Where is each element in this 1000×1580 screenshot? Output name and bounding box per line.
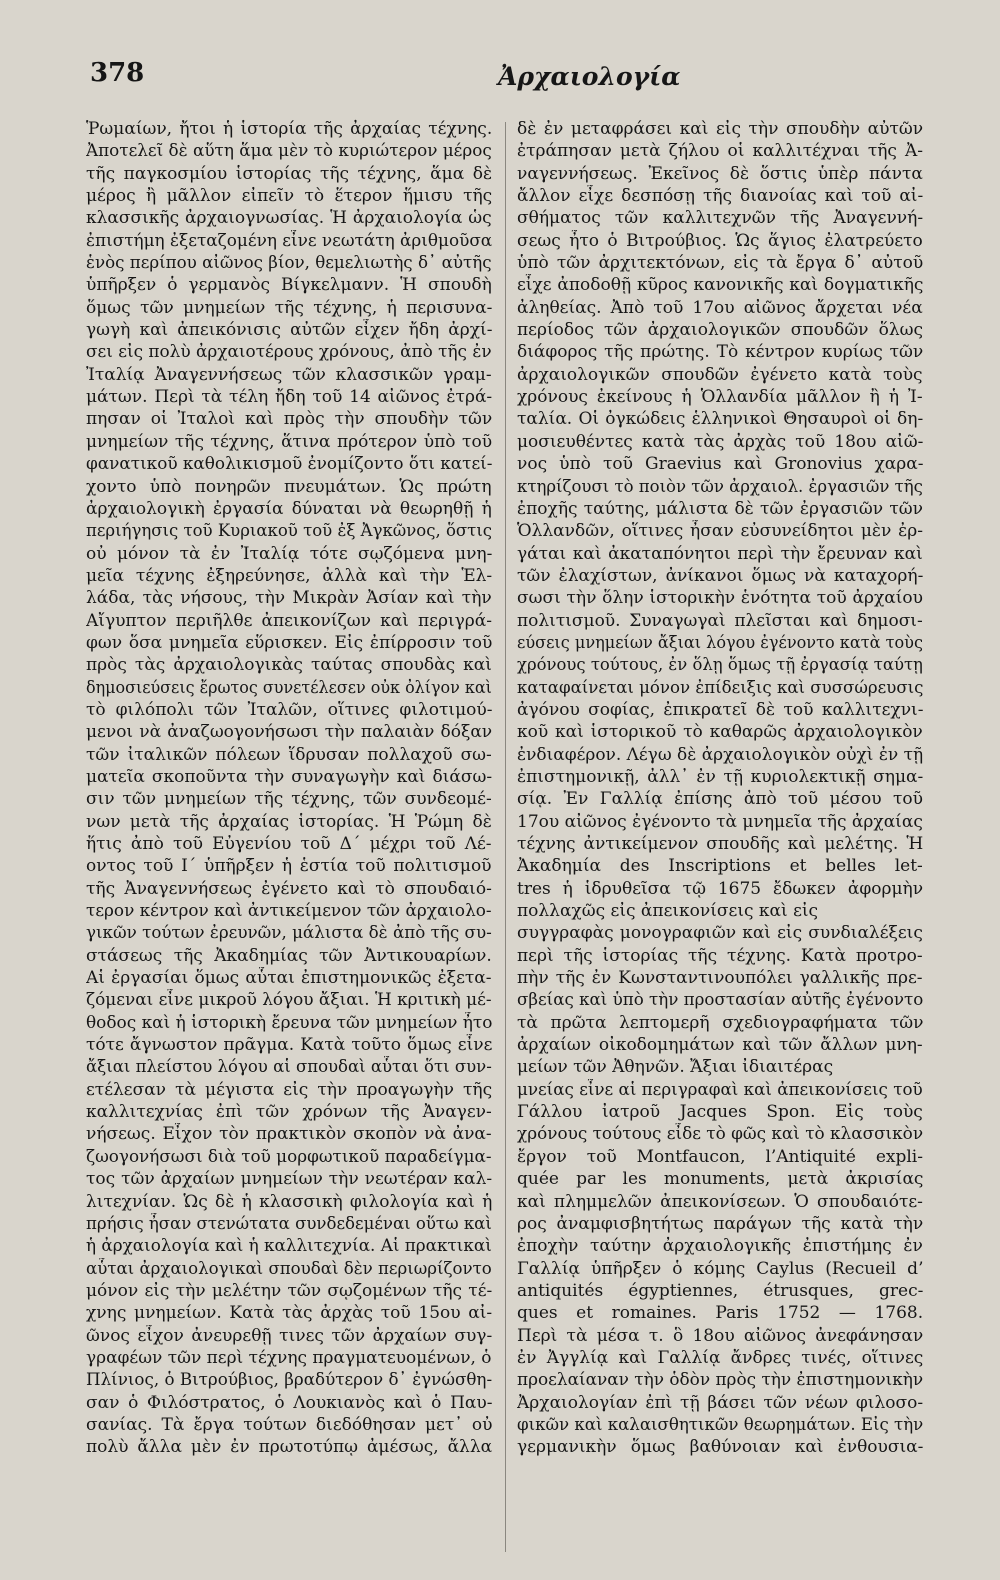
text-line: ετέλεσαν τὰ μέγιστα εἰς τὴν προαγωγὴν τῆς bbox=[86, 1079, 492, 1100]
text-line: μάτων. Περὶ τὰ τέλη ἤδη τοῦ 14 αἰῶνος ἐτρά- bbox=[86, 387, 492, 408]
text-line: χρόνους τούτους εἶδε τὸ φῶς καὶ τὸ κλασσικὸν bbox=[517, 1124, 923, 1145]
text-line: Γάλλου ἰατροῦ Jacques Spon. Εἰς τοὺς bbox=[517, 1102, 923, 1123]
text-line: Ῥωμαίων, ἤτοι ἡ ἱστορία τῆς ἀρχαίας τέχνης. bbox=[86, 119, 492, 139]
text-line: γερμανικὴν ὅμως βαθύνοιαν καὶ ἐνθουσια- bbox=[517, 1437, 923, 1458]
text-line: ταλία. Οἱ ὀγκώδεις ἑλληνικοὶ Θησαυροὶ οἱ δη- bbox=[517, 409, 923, 430]
text-line: μέρος ἢ μᾶλλον εἰπεῖν τὸ ἕτερον ἥμισυ τῆς bbox=[86, 186, 492, 207]
text-line: ἄξιαι πλείστου λόγου αἱ σπουδαὶ αὗται ὅτι συν- bbox=[86, 1057, 492, 1078]
text-line: λάδα, τὰς νήσους, τὴν Μικρὰν Ἀσίαν καὶ τὴν bbox=[86, 588, 492, 609]
text-line: καὶ πλημμελῶν ἀπεικονίσεων. Ὁ σπουδαιότε- bbox=[517, 1191, 923, 1212]
text-line: πολλαχῶς εἰς ἀπεικονίσεις καὶ εἰς bbox=[517, 901, 819, 922]
text-line: σιν τῶν μνημείων τῆς τέχνης, τῶν συνδεομέ- bbox=[86, 789, 492, 810]
text-line: ἡ ἀρχαιολογία καὶ ἡ καλλιτεχνία. Αἱ πρακτικαὶ bbox=[86, 1236, 492, 1257]
text-line: γάται καὶ ἀκαταπόνητοι περὶ τὴν ἔρευναν καὶ bbox=[517, 543, 923, 564]
text-line: ἐτράπησαν μετὰ ζήλου οἱ καλλιτέχναι τῆς Ἀ- bbox=[517, 141, 923, 162]
text-line: εἶχε ἀποδοθῇ κῦρος κανονικῆς καὶ δογματικῆς bbox=[517, 275, 923, 296]
text-line: διάφορος τῆς πρώτης. Τὸ κέντρον κυρίως τῶν bbox=[517, 342, 923, 363]
text-line: ἀρχαιολογικὴ ἐργασία δύναται νὰ θεωρηθῇ ἡ bbox=[86, 498, 492, 519]
text-line: τότε ἄγνωστον πρᾶγμα. Κατὰ τοῦτο ὅμως εἶνε bbox=[86, 1035, 492, 1056]
text-line: νος ὑπὸ τοῦ Graevius καὶ Gronovius χαρα- bbox=[517, 454, 923, 475]
text-line: τῶν ἐλαχίστων, ἀνίκανοι ὅμως νὰ καταχορή- bbox=[517, 565, 923, 586]
text-line: antiquités égyptiennes, étrusques, grec- bbox=[517, 1280, 923, 1301]
text-line: τὰ πρῶτα λεπτομερῆ σχεδιογραφήματα τῶν bbox=[517, 1012, 923, 1033]
text-line: Ἀποτελεῖ δὲ αὕτη ἅμα μὲν τὸ κυριώτερον μέρος bbox=[86, 141, 492, 162]
text-line: Πλίνιος, ὁ Βιτρούβιος, βραδύτερον δ᾽ ἐγνώσθη- bbox=[86, 1370, 492, 1391]
text-line: καταφαίνεται μόνον ἐπίδειξις καὶ συσσώρευσις bbox=[517, 677, 923, 698]
text-line: μενοι νὰ ἀναζωογονήσωσι τὴν παλαιὰν δόξαν bbox=[86, 722, 492, 743]
text-line: μεῖα τέχνης ἐξηρεύνησε, ἀλλὰ καὶ τὴν Ἑλ- bbox=[86, 565, 492, 586]
text-line: 17ου αἰῶνος ἐγένοντο τὰ μνημεῖα τῆς ἀρχαίας bbox=[517, 811, 923, 832]
text-line: νήσεως. Εἶχον τὸν πρακτικὸν σκοπὸν νὰ ἀνα- bbox=[86, 1124, 492, 1145]
text-line: μόνον εἰς τὴν μελέτην τῶν σῳζομένων τῆς τέ- bbox=[86, 1280, 492, 1301]
text-line: ἥτις ἀπὸ τοῦ Εὐγενίου τοῦ Δ´ μέχρι τοῦ Λέ- bbox=[86, 834, 492, 854]
text-line: μνημείων τῆς τέχνης, ἅτινα πρότερον ὑπὸ τοῦ bbox=[86, 431, 492, 452]
text-line: περιήγησις τοῦ Κυριακοῦ τοῦ ἐξ Ἀγκῶνος, ὅστις bbox=[86, 521, 492, 542]
text-line: εύσεις μνημείων ἄξιαι λόγου ἐγένοντο κατὰ τοὺς bbox=[517, 632, 923, 653]
text-line: τὸ φιλόπολι τῶν Ἰταλῶν, οἵτινες φιλοτιμού- bbox=[86, 699, 492, 720]
text-line: Ὁλλανδῶν, οἵτινες ἦσαν εὐσυνείδητοι μὲν ἐρ- bbox=[517, 521, 923, 542]
text-line: quée par les monuments, μετὰ ἀκρισίας bbox=[517, 1169, 923, 1190]
text-line: συγγραφὰς μονογραφιῶν καὶ εἰς συνδιαλέξεις bbox=[517, 923, 923, 944]
text-line: Αἴγυπτον περιῆλθε ἀπεικονίζων καὶ περιγρά- bbox=[86, 610, 492, 631]
text-line: προελαίαναν τὴν ὁδὸν πρὸς τὴν ἐπιστημονικὴν bbox=[517, 1370, 923, 1391]
text-line: μνείας εἶνε αἱ περιγραφαὶ καὶ ἀπεικονίσεις τοῦ bbox=[517, 1079, 923, 1100]
text-line: σθήματος τῶν καλλιτεχνῶν τῆς Ἀναγεννή- bbox=[517, 208, 923, 229]
text-line: tres ἡ ἱδρυθεῖσα τῷ 1675 ἔδωκεν ἀφορμὴν bbox=[517, 878, 923, 899]
text-line: γικῶν τούτων ἐρευνῶν, μάλιστα δὲ ἀπὸ τῆς συ- bbox=[86, 923, 492, 944]
text-line: ἐπιστήμη ἐξεταζομένη εἶνε νεωτάτη ἀριθμοῦσα bbox=[86, 230, 492, 251]
text-line: λιτεχνίαν. Ὡς δὲ ἡ κλασσικὴ φιλολογία καὶ ἡ bbox=[86, 1191, 492, 1212]
column-divider bbox=[505, 122, 506, 1552]
text-line: χρόνους ἐκείνους ἡ Ὁλλανδία μᾶλλον ἢ ἡ Ἰ- bbox=[517, 387, 923, 408]
running-title: Ἀρχαιολογία bbox=[498, 62, 681, 91]
left-column bbox=[86, 118, 492, 1459]
text-line: ἀρχαίων οἰκοδομημάτων καὶ τῶν ἄλλων μνη- bbox=[517, 1035, 923, 1056]
text-line: περὶ τῆς ἱστορίας τῆς τέχνης. Κατὰ προτρο- bbox=[517, 945, 923, 966]
text-line: σει εἰς πολὺ ἀρχαιοτέρους χρόνους, ἀπὸ τῆς ἐν bbox=[86, 342, 492, 363]
text-line: κλασσικῆς ἀρχαιογνωσίας. Ἡ ἀρχαιολογία ὡς bbox=[86, 208, 492, 229]
text-line: ἄλλον εἶχε δεσπόσῃ τῆς διανοίας καὶ τοῦ αἰ- bbox=[517, 186, 923, 207]
text-line: ἐν Ἀγγλίᾳ καὶ Γαλλίᾳ ἄνδρες τινές, οἵτινες bbox=[517, 1347, 923, 1368]
text-line: σαν ὁ Φιλόστρατος, ὁ Λουκιανὸς καὶ ὁ Παυ- bbox=[86, 1392, 492, 1413]
text-line: ἐποχῆς ταύτης, μάλιστα δὲ τῶν ἐργασιῶν τῶν bbox=[517, 498, 923, 519]
text-line: Ἀκαδημία des Inscriptions et belles let- bbox=[517, 856, 923, 877]
text-line: ἀρχαιολογικῶν σπουδῶν ἐγένετο κατὰ τοὺς bbox=[517, 364, 923, 385]
text-line: Αἱ ἐργασίαι ὅμως αὗται ἐπιστημονικῶς ἐξετα- bbox=[86, 968, 492, 989]
text-line: ὅμως τῶν μνημείων τῆς τέχνης, ἡ περισυνα- bbox=[86, 297, 492, 318]
text-line: τέχνης ἀντικείμενον σπουδῆς καὶ μελέτης. Ἡ bbox=[517, 834, 923, 854]
text-line: Ἀρχαιολογίαν ἐπὶ τῇ βάσει τῶν νέων φιλοσο- bbox=[517, 1392, 923, 1413]
text-line: χνης μνημείων. Κατὰ τὰς ἀρχὰς τοῦ 15ου αἰ- bbox=[86, 1303, 492, 1324]
text-line: σωσι τὴν ὅλην ἱστορικὴν ἑνότητα τοῦ ἀρχαίου bbox=[517, 588, 923, 609]
text-line: πρήσις ἦσαν στενώτατα συνδεδεμέναι οὕτω καὶ bbox=[86, 1213, 492, 1234]
text-line: τερον κέντρον καὶ ἀντικείμενον τῶν ἀρχαιολο- bbox=[86, 901, 492, 922]
text-line: ζόμεναι εἶνε μικροῦ λόγου ἄξιαι. Ἡ κριτικὴ μέ- bbox=[86, 990, 492, 1011]
text-line: φων ὅσα μνημεῖα εὕρισκεν. Εἰς ἐπίρροσιν τοῦ bbox=[86, 632, 492, 653]
text-line: δὲ ἐν μεταφράσει καὶ εἰς τὴν σπουδὴν αὐτῶν bbox=[517, 119, 923, 139]
text-line: ἐποχὴν ταύτην ἀρχαιολογικῆς ἐπιστήμης ἐν bbox=[517, 1236, 923, 1257]
text-line: ἀγόνου σοφίας, ἐπικρατεῖ δὲ τοῦ καλλιτεχνι- bbox=[517, 699, 923, 720]
text-line: γωγὴ καὶ ἀπεικόνισις αὐτῶν εἶχεν ἤδη ἀρχί- bbox=[86, 320, 492, 341]
text-line: πολιτισμοῦ. Συναγωγαὶ πλεῖσται καὶ δημοσι- bbox=[517, 610, 923, 631]
text-line: ἑνὸς περίπου αἰῶνος βίον, θεμελιωτὴς δ᾽ αὐτῆς bbox=[86, 253, 492, 274]
text-line: ὑπὸ τῶν ἀρχιτεκτόνων, εἰς τὰ ἔργα δ᾽ αὐτοῦ bbox=[517, 253, 923, 274]
text-line: καλλιτεχνίας ἐπὶ τῶν χρόνων τῆς Ἀναγεν- bbox=[86, 1102, 492, 1123]
text-line: σίᾳ. Ἐν Γαλλίᾳ ἐπίσης ἀπὸ τοῦ μέσου τοῦ bbox=[517, 789, 923, 810]
text-line: οντος τοῦ Ι´ ὑπῆρξεν ἡ ἑστία τοῦ πολιτισμοῦ bbox=[86, 856, 492, 877]
text-line: κτηρίζουσι τὸ ποιὸν τῶν ἀρχαιολ. ἐργασιῶν τῆς bbox=[517, 476, 923, 497]
text-line: γραφέων τῶν περὶ τέχνης πραγματευομένων, ὁ bbox=[86, 1347, 492, 1368]
text-line: τῆς παγκοσμίου ἱστορίας τῆς τέχνης, ἅμα δὲ bbox=[86, 163, 492, 184]
text-line: σβείας καὶ ὑπὸ τὴν προστασίαν αὐτῆς ἐγένοντο bbox=[517, 990, 923, 1011]
text-line: τῶν ἰταλικῶν πόλεων ἵδρυσαν πολλαχοῦ σω- bbox=[86, 744, 492, 765]
text-line: οὐ μόνον τὰ ἐν Ἰταλίᾳ τότε σῳζόμενα μνη- bbox=[86, 543, 492, 564]
right-column bbox=[517, 118, 923, 1459]
text-line: ματεῖα σκοποῦντα τὴν συναγωγὴν καὶ διάσω- bbox=[86, 766, 492, 787]
text-line: περίοδος τῶν ἀρχαιολογικῶν σπουδῶν ὅλως bbox=[517, 320, 923, 341]
text-line: μείων τῶν Ἀθηνῶν. Ἄξιαι ἰδιαιτέρας bbox=[517, 1057, 834, 1078]
text-line: χρόνους τούτους, ἐν ὅλῃ ὅμως τῇ ἐργασίᾳ ταύτῃ bbox=[517, 655, 923, 676]
text-line: ἔργον τοῦ Montfaucon, l’Antiquité expli- bbox=[517, 1146, 923, 1167]
text-line: σανίας. Τὰ ἔργα τούτων διεδόθησαν μετ᾽ οὐ bbox=[86, 1414, 492, 1435]
text-line: πὴν τῆς ἐν Κωνσταντινουπόλει γαλλικῆς πρε- bbox=[517, 968, 923, 989]
text-line: τος τῶν ἀρχαίων μνημείων τὴν νεωτέραν καλ- bbox=[86, 1169, 492, 1190]
text-line: Γαλλίᾳ ὑπῆρξεν ὁ κόμης Caylus (Recueil d’ bbox=[517, 1258, 923, 1279]
text-line: δημοσιεύσεις ἔρωτος συνετέλεσεν οὐκ ὀλίγον καὶ bbox=[86, 677, 492, 698]
page-header bbox=[90, 58, 950, 98]
text-line: Ἰταλίᾳ Ἀναγεννήσεως τῶν κλασσικῶν γραμ- bbox=[86, 364, 492, 385]
text-line: αὗται ἀρχαιολογικαὶ σπουδαὶ δὲν περιωρίζοντο bbox=[86, 1258, 492, 1279]
text-line: ναγεννήσεως. Ἐκεῖνος δὲ ὅστις ὑπὲρ πάντα bbox=[517, 163, 923, 184]
text-line: κοῦ καὶ ἱστορικοῦ τὸ καθαρῶς ἀρχαιολογικὸν bbox=[517, 722, 923, 743]
text-line: ρος ἀναμφισβητήτως παράγων τῆς κατὰ τὴν bbox=[517, 1213, 923, 1234]
text-line: σεως ἦτο ὁ Βιτρούβιος. Ὡς ἅγιος ἐλατρεύετο bbox=[517, 230, 923, 251]
text-line: Περὶ τὰ μέσα τ. ὃ 18ου αἰῶνος ἀνεφάνησαν bbox=[517, 1325, 923, 1346]
text-line: ῶνος εἶχον ἀνευρεθῇ τινες τῶν ἀρχαίων συγ- bbox=[86, 1325, 492, 1346]
text-line: τῆς Ἀναγεννήσεως ἐγένετο καὶ τὸ σπουδαιό- bbox=[86, 878, 492, 899]
text-line: νων μετὰ τῆς ἀρχαίας ἱστορίας. Ἡ Ῥώμη δὲ bbox=[86, 811, 492, 832]
text-line: ἀληθείας. Ἀπὸ τοῦ 17ου αἰῶνος ἄρχεται νέα bbox=[517, 297, 923, 318]
text-line: ὑπῆρξεν ὁ γερμανὸς Βίγκελμανν. Ἡ σπουδὴ bbox=[86, 275, 492, 296]
text-line: ἐνδιαφέρον. Λέγω δὲ ἀρχαιολογικὸν οὐχὶ ἐν τῇ bbox=[517, 744, 923, 765]
text-line: θοδος καὶ ἡ ἱστορικὴ ἔρευνα τῶν μνημείων ἦτο bbox=[86, 1012, 492, 1033]
text-line: ζωογονήσωσι διὰ τοῦ μορφωτικοῦ παραδείγμα- bbox=[86, 1146, 492, 1167]
page-number: 378 bbox=[90, 58, 145, 88]
text-line: πησαν οἱ Ἰταλοὶ καὶ πρὸς τὴν σπουδὴν τῶν bbox=[86, 409, 492, 430]
text-line: ἐπιστημονικῇ, ἀλλ᾽ ἐν τῇ κυριολεκτικῇ σημα- bbox=[517, 766, 923, 787]
text-line: πρὸς τὰς ἀρχαιολογικὰς ταύτας σπουδὰς καὶ bbox=[86, 655, 492, 676]
text-line: στάσεως τῆς Ἀκαδημίας τῶν Ἀντικουαρίων. bbox=[86, 945, 492, 966]
text-line: ques et romaines. Paris 1752 — 1768. bbox=[517, 1303, 923, 1324]
text-line: πολὺ ἄλλα μὲν ἐν πρωτοτύπῳ ἀμέσως, ἄλλα bbox=[86, 1437, 492, 1458]
text-line: φικῶν καὶ καλαισθητικῶν θεωρημάτων. Εἰς τὴν bbox=[517, 1414, 923, 1435]
text-line: φανατικοῦ καθολικισμοῦ ἐνομίζοντο ὅτι κατεί- bbox=[86, 454, 492, 475]
text-line: μοσιευθέντες κατὰ τὰς ἀρχὰς τοῦ 18ου αἰῶ- bbox=[517, 431, 923, 452]
text-line: χοντο ὑπὸ πονηρῶν πνευμάτων. Ὡς πρώτη bbox=[86, 476, 492, 497]
